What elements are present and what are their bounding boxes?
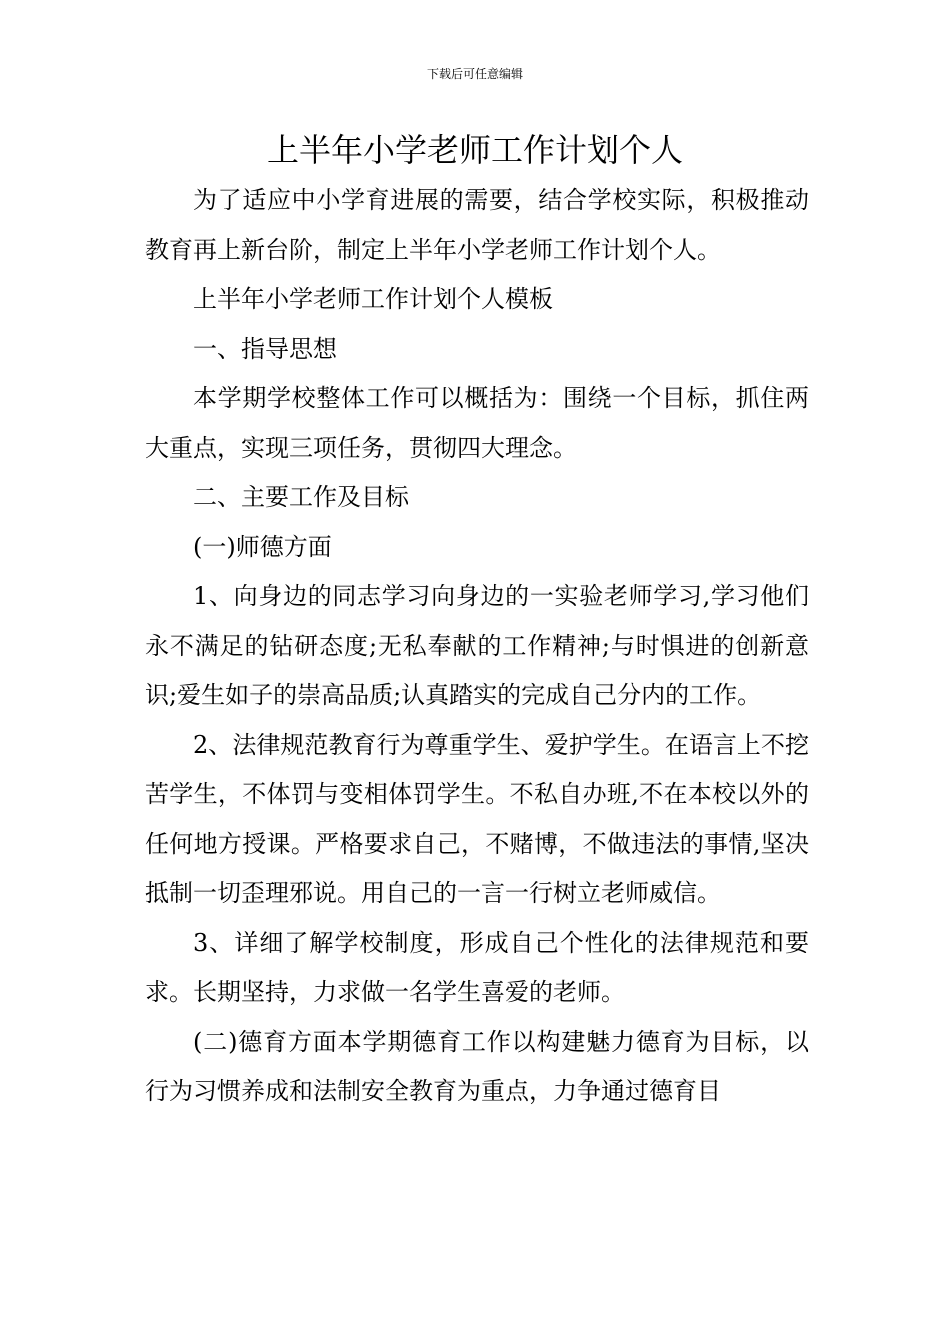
paragraph-intro: 为了适应中小学育进展的需要，结合学校实际，积极推动教育再上新台阶，制定上半年小学老师工作计划个人。 xyxy=(145,186,809,264)
paragraph-overall-work: 本学期学校整体工作可以概括为：围绕一个目标，抓住两大重点，实现三项任务，贯彻四大理念。 xyxy=(145,384,809,462)
document-body xyxy=(145,176,809,1117)
subsection-heading-teacher-ethics: (一)师德方面 xyxy=(193,532,332,561)
paragraph-template-heading: 上半年小学老师工作计划个人模板 xyxy=(193,285,553,313)
paragraph-item-2: 2、法律规范教育行为尊重学生、爱护学生。在语言上不挖苦学生，不体罚与变相体罚学生。不私自办班,不在本校以外的任何地方授课。严格要求自己，不赌博，不做违法的事情,坚决抵制一切歪理邪说。用自己的一言一行树立老师威信。 xyxy=(145,730,809,907)
section-heading-main-work: 二、主要工作及目标 xyxy=(193,483,409,511)
paragraph-item-3: 3、详细了解学校制度，形成自己个性化的法律规范和要求。长期坚持，力求做一名学生喜爱的老师。 xyxy=(145,928,809,1006)
paragraph-moral-education: (二)德育方面本学期德育工作以构建魅力德育为目标，以行为习惯养成和法制安全教育为重点，力争通过德育目 xyxy=(145,1027,809,1105)
paragraph-item-1: 1、向身边的同志学习向身边的一实验老师学习,学习他们永不满足的钻研态度;无私奉献的工作精神;与时惧进的创新意识;爱生如子的崇高品质;认真踏实的完成自己分内的工作。 xyxy=(145,582,809,709)
header-note: 下载后可任意编辑 xyxy=(426,67,523,81)
document-title: 上半年小学老师工作计划个人 xyxy=(266,131,683,169)
section-heading-guiding-thought: 一、指导思想 xyxy=(193,334,337,363)
